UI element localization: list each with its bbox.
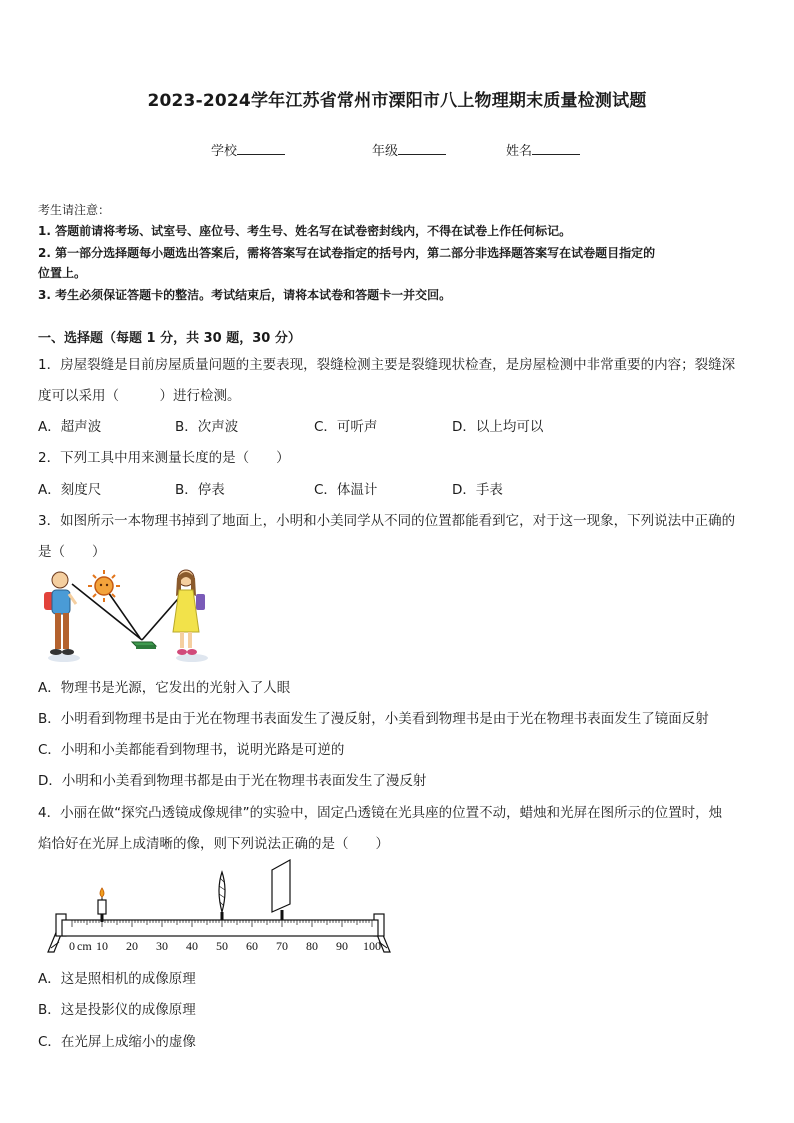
q3-figure — [36, 566, 216, 664]
grade-label: 年级 — [372, 144, 399, 159]
q4-stem-line1: 4．小丽在做“探究凸透镜成像规律”的实验中，固定凸透镜在光具座的位置不动，蜡烛和光屏在图所示的位置时，烛 — [38, 805, 723, 821]
notice-item-3: 3. 考生必须保证答题卡的整洁。考试结束后，请将本试卷和答题卡一并交回。 — [38, 288, 452, 302]
girl-book — [196, 594, 205, 610]
bench-tick-label: 20 — [126, 939, 138, 953]
bench-tick-label: 10 — [96, 939, 108, 953]
book-icon — [132, 642, 156, 649]
q4-option-b[interactable]: B．这是投影仪的成像原理 — [38, 1002, 196, 1018]
q4-option-a[interactable]: A．这是照相机的成像原理 — [38, 971, 196, 987]
q2-option-d[interactable]: D．手表 — [452, 482, 503, 498]
notice-item-1: 1. 答题前请将考场、试室号、座位号、考生号、姓名写在试卷密封线内，不得在试卷上作任何标记。 — [38, 224, 572, 238]
q1-option-d[interactable]: D．以上均可以 — [452, 419, 544, 435]
light-screen-icon — [272, 860, 290, 920]
q1-stem-line2: 度可以采用（ ）进行检测。 — [38, 388, 241, 404]
bench-tick-labels — [69, 939, 381, 953]
bench-tick-label: 30 — [156, 939, 168, 953]
boy-figure — [44, 572, 76, 655]
candle-icon — [98, 888, 106, 922]
q3-stem-line2: 是（ ） — [38, 544, 106, 560]
sun-icon — [88, 570, 120, 602]
bench-track — [62, 920, 378, 936]
bench-tick-label: 70 — [276, 939, 288, 953]
school-label: 学校 — [211, 144, 238, 159]
bench-tick-label: 100 — [363, 939, 381, 953]
q2-option-a[interactable]: A．刻度尺 — [38, 482, 102, 498]
name-field — [506, 140, 580, 159]
grade-field — [372, 140, 446, 159]
q1-option-b[interactable]: B．次声波 — [175, 419, 239, 435]
name-label: 姓名 — [506, 144, 533, 159]
q4-stem-line2: 焰恰好在光屏上成清晰的像，则下列说法正确的是（ ） — [38, 836, 389, 852]
notice-heading: 考生请注意： — [38, 203, 111, 217]
q1-option-a[interactable]: A．超声波 — [38, 419, 102, 435]
bench-tick-label: 40 — [186, 939, 198, 953]
ray-from-sun — [108, 592, 140, 638]
girl-figure — [173, 570, 205, 655]
school-field — [211, 140, 285, 159]
notice-item-2: 2. 第一部分选择题每小题选出答案后，需将答案写在试卷指定的括号内，第二部分非选择题答案写在试卷题目指定的 — [38, 246, 656, 260]
boy-shadow — [48, 654, 80, 662]
bench-tick-label: 0 — [69, 939, 75, 953]
bench-tick-label: 90 — [336, 939, 348, 953]
bench-unit-label: cm — [77, 939, 92, 953]
bench-tick-label: 50 — [216, 939, 228, 953]
q3-stem-line1: 3．如图所示一本物理书掉到了地面上，小明和小美同学从不同的位置都能看到它，对于这一现象，下列说法中正确的 — [38, 513, 736, 529]
school-blank[interactable] — [237, 142, 285, 155]
q1-stem-line1: 1．房屋裂缝是目前房屋质量问题的主要表现，裂缝检测主要是裂缝现状检查，是房屋检测中非常重要的内容；裂缝深 — [38, 357, 736, 373]
convex-lens-icon — [219, 872, 225, 920]
q2-option-b[interactable]: B．停表 — [175, 482, 225, 498]
q3-option-b[interactable]: B．小明看到物理书是由于光在物理书表面发生了漫反射，小美看到物理书是由于光在物理书表面发生了镜面反射 — [38, 711, 709, 727]
q3-option-a[interactable]: A．物理书是光源，它发出的光射入了人眼 — [38, 680, 291, 696]
name-blank[interactable] — [532, 142, 580, 155]
bench-tick-label: 60 — [246, 939, 258, 953]
page-title: 2023-2024学年江苏省常州市溧阳市八上物理期末质量检测试题 — [147, 91, 647, 111]
grade-blank[interactable] — [398, 142, 446, 155]
q1-option-c[interactable]: C．可听声 — [314, 419, 378, 435]
q2-stem: 2．下列工具中用来测量长度的是（ ） — [38, 450, 290, 466]
girl-shadow — [176, 654, 208, 662]
optical-bench-figure — [40, 856, 400, 960]
q3-option-d[interactable]: D．小明和小美看到物理书都是由于光在物理书表面发生了漫反射 — [38, 773, 427, 789]
q2-option-c[interactable]: C．体温计 — [314, 482, 378, 498]
section-heading: 一、选择题（每题 1 分，共 30 题，30 分） — [38, 331, 301, 346]
notice-item-2-cont: 位置上。 — [38, 266, 87, 280]
bench-tick-label: 80 — [306, 939, 318, 953]
q4-option-c[interactable]: C．在光屏上成缩小的虚像 — [38, 1034, 196, 1050]
q3-option-c[interactable]: C．小明和小美都能看到物理书，说明光路是可逆的 — [38, 742, 345, 758]
